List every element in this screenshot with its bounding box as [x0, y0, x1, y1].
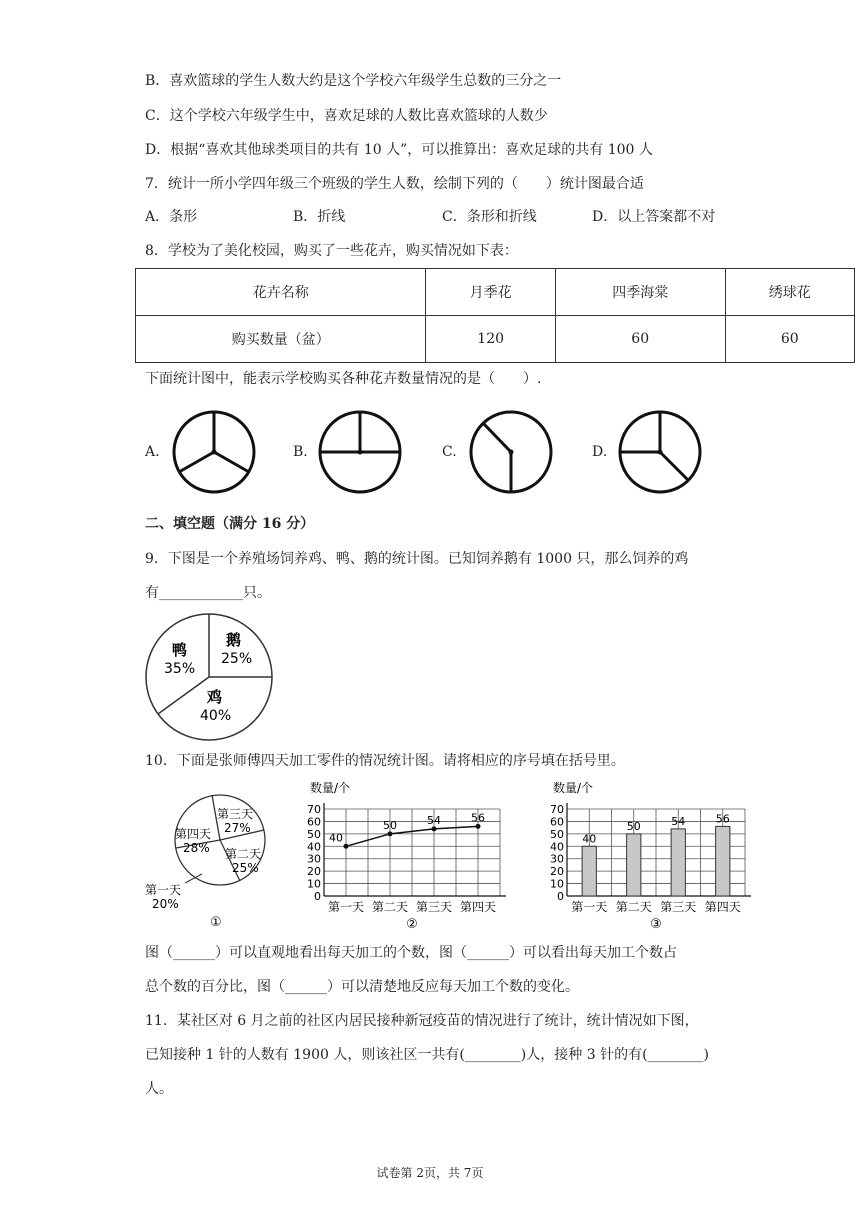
q8-option-a-label: A.	[145, 444, 160, 460]
question-8-prompt: 下面统计图中，能表示学校购买各种花卉数量情况的是（ ）.	[145, 371, 542, 387]
y-tick-label: 0	[314, 890, 321, 903]
table-cell: 60	[725, 316, 854, 363]
y-tick-label: 20	[307, 865, 321, 879]
x-tick-label: 第三天	[415, 900, 453, 914]
bar	[582, 846, 596, 896]
data-label: 56	[715, 812, 730, 826]
question-10-blank-1: 图（______）可以直观地看出每天加工的个数，图（______）可以看出每天加工个数占	[145, 945, 677, 961]
question-11-end: 人。	[145, 1081, 173, 1097]
y-tick-label: 30	[307, 852, 321, 866]
q10-slice-day1-name: 第一天	[145, 883, 182, 897]
option-d-text: D．根据“喜欢其他球类项目的共有 10 人”，可以推算出：喜欢足球的共有 100 人	[145, 142, 653, 158]
q9-slice-duck-value: 35%	[164, 661, 196, 677]
y-tick-label: 40	[307, 840, 321, 854]
y-tick-label: 40	[550, 840, 564, 854]
table-cell: 60	[555, 316, 725, 363]
q9-slice-chicken-value: 40%	[200, 708, 232, 724]
q8-option-d-pie	[616, 408, 704, 496]
y-tick-label: 50	[307, 827, 321, 841]
question-9: 9．下图是一个养殖场饲养鸡、鸭、鹅的统计图。已知饲养鹅有 1000 只，那么饲养的鸡	[145, 551, 689, 567]
data-label: 50	[626, 819, 641, 833]
table-cell: 月季花	[426, 269, 555, 316]
y-tick-label: 10	[550, 877, 564, 891]
q10-slice-day2-value: 25%	[232, 861, 259, 875]
q10-pie-index: ①	[210, 915, 222, 930]
q9-pie-chart	[144, 612, 274, 742]
y-tick-label: 60	[550, 815, 564, 829]
x-tick-label: 第一天	[571, 900, 608, 914]
data-point	[476, 824, 481, 829]
q10-slice-day3-value: 27%	[224, 821, 251, 835]
question-9-blank: 有____________只。	[145, 585, 271, 601]
q9-slice-goose-name: 鹅	[226, 631, 242, 649]
y-tick-label: 70	[550, 803, 564, 816]
x-tick-label: 第四天	[704, 900, 741, 914]
data-label: 40	[582, 832, 597, 846]
q10-slice-day1-value: 20%	[152, 897, 179, 911]
q7-option-a: A．条形	[145, 209, 198, 225]
question-10-blank-2: 总个数的百分比，图（______）可以清楚地反应每天加工个数的变化。	[145, 979, 579, 995]
data-label: 54	[427, 813, 441, 827]
table-cell: 花卉名称	[136, 269, 426, 316]
bar	[671, 829, 685, 896]
page-footer: 试卷第 2页，共 7页	[376, 1166, 484, 1180]
y-tick-label: 70	[307, 803, 321, 816]
y-tick-label: 10	[307, 877, 321, 891]
q7-option-d: D．以上答案都不对	[592, 209, 716, 225]
table-cell: 120	[426, 316, 555, 363]
option-b-text: B．喜欢篮球的学生人数大约是这个学校六年级学生总数的三分之一	[145, 73, 562, 89]
y-tick-label: 30	[550, 852, 564, 866]
question-8: 8．学校为了美化校园，购买了一些花卉，购买情况如下表：	[145, 243, 518, 259]
chart-index: ③	[650, 917, 662, 932]
x-tick-label: 第一天	[327, 900, 365, 914]
question-10: 10．下面是张师傅四天加工零件的情况统计图。请将相应的序号填在括号里。	[145, 753, 625, 769]
q9-slice-goose-value: 25%	[221, 651, 253, 667]
x-tick-label: 第三天	[660, 900, 697, 914]
data-label: 54	[671, 814, 686, 828]
q10-bar-chart	[535, 780, 755, 932]
x-tick-label: 第二天	[615, 900, 652, 914]
q8-option-c-pie	[467, 408, 555, 496]
q8-option-d-label: D.	[592, 444, 608, 460]
data-point	[388, 831, 393, 836]
q10-slice-day2-name: 第二天	[225, 847, 262, 861]
y-tick-label: 20	[550, 865, 564, 879]
data-point	[432, 826, 437, 831]
q7-option-c: C．条形和折线	[442, 209, 537, 225]
bar	[716, 826, 730, 896]
option-c-text: C．这个学校六年级学生中，喜欢足球的人数比喜欢篮球的人数少	[145, 108, 548, 124]
q7-option-b: B．折线	[293, 209, 346, 225]
question-7: 7．统计一所小学四年级三个班级的学生人数，绘制下列的（ ）统计图最合适	[145, 176, 644, 192]
y-axis-label: 数量/个	[553, 781, 594, 795]
q8-option-a-pie	[170, 408, 258, 496]
y-tick-label: 60	[307, 815, 321, 829]
y-tick-label: 50	[550, 827, 564, 841]
data-label: 50	[383, 818, 397, 832]
q8-option-b-pie	[316, 408, 404, 496]
table-row	[136, 316, 855, 363]
q10-slice-day4-name: 第四天	[175, 827, 212, 841]
q10-line-chart	[300, 780, 510, 932]
y-tick-label: 0	[557, 890, 564, 903]
data-point	[344, 844, 349, 849]
q9-slice-duck-name: 鸭	[172, 641, 188, 659]
table-cell: 绣球花	[725, 269, 854, 316]
bar	[627, 834, 641, 896]
question-11: 11．某社区对 6 月之前的社区内居民接种新冠疫苗的情况进行了统计，统计情况如下图，	[145, 1013, 699, 1029]
table-cell: 购买数量（盆）	[136, 316, 426, 363]
q10-slice-day3-name: 第三天	[217, 807, 254, 821]
data-label: 40	[329, 831, 343, 845]
x-tick-label: 第二天	[371, 900, 409, 914]
section-heading: 二、填空题（满分 16 分）	[145, 516, 315, 532]
q10-slice-day4-value: 28%	[183, 841, 210, 855]
flower-table	[135, 268, 855, 363]
table-header-row	[136, 269, 855, 316]
table-cell: 四季海棠	[555, 269, 725, 316]
x-tick-label: 第四天	[459, 900, 497, 914]
data-label: 56	[471, 811, 485, 825]
q9-slice-chicken-name: 鸡	[207, 688, 223, 706]
chart-index: ②	[406, 917, 418, 932]
q10-pie-chart	[140, 790, 280, 932]
q8-option-c-label: C.	[442, 444, 457, 460]
y-axis-label: 数量/个	[310, 781, 351, 795]
question-11-blanks: 已知接种 1 针的人数有 1900 人，则该社区一共有(________)人，接种 3 针的有(________)	[145, 1047, 709, 1063]
q8-option-b-label: B.	[293, 444, 308, 460]
